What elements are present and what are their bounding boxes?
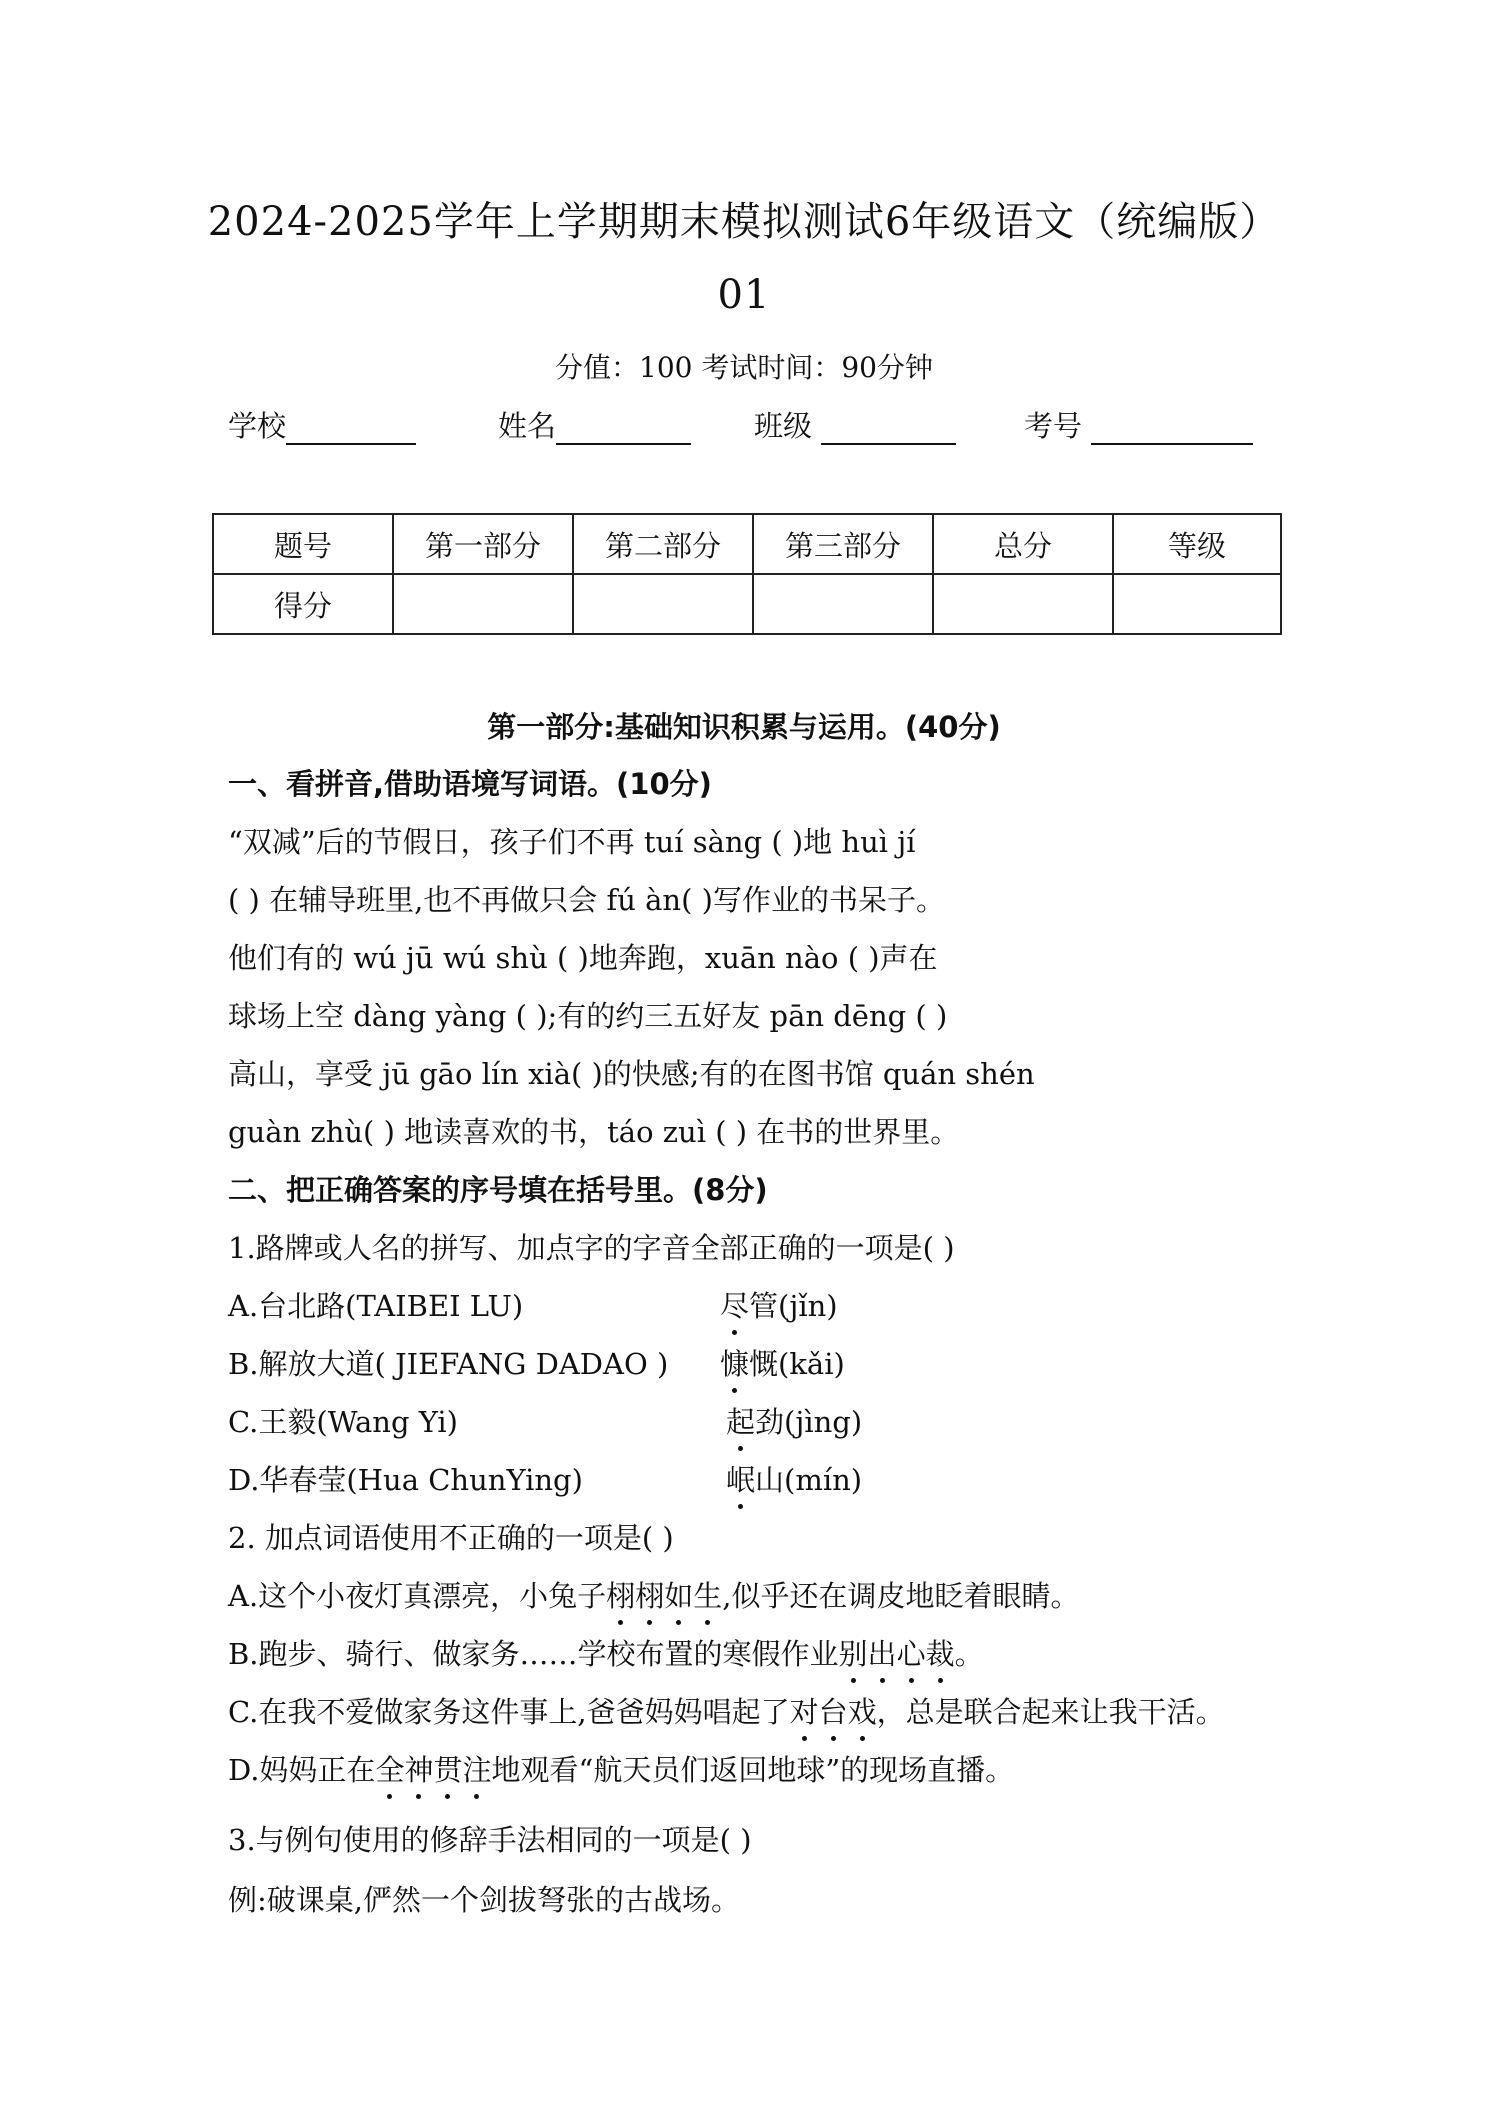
dotted-char: 起 xyxy=(726,1400,755,1441)
class-label: 班级 xyxy=(754,409,813,443)
section1-title: 一、看拼音,借助语境写词语。(10分) xyxy=(228,767,712,801)
score-header-cell: 题号 xyxy=(213,514,393,574)
exam-no-field xyxy=(1024,404,1253,445)
option-rest: 山(mín) xyxy=(755,1463,863,1497)
option-rest: 慨(kǎi) xyxy=(749,1347,845,1381)
exam-no-blank[interactable] xyxy=(1091,409,1253,445)
option-rest: 管(jǐn) xyxy=(749,1289,838,1323)
option-rest: 劲(jìng) xyxy=(755,1405,863,1439)
page-title: 2024-2025学年上学期期末模拟测试6年级语文（统编版） xyxy=(207,199,1281,245)
score-cell[interactable] xyxy=(753,574,933,634)
exam-no-label: 考号 xyxy=(1024,409,1083,443)
q1-option-a-word xyxy=(720,1284,838,1325)
pinyin-line: “双减”后的节假日，孩子们不再 tuí sàng ( )地 huì jí xyxy=(228,825,916,859)
option-text: D.妈妈正在 xyxy=(228,1753,376,1787)
score-table-score-row xyxy=(213,574,1281,634)
dotted-char: 如 xyxy=(664,1574,693,1615)
score-cell[interactable] xyxy=(1113,574,1281,634)
page-title-line2: 01 xyxy=(717,272,771,318)
score-header-cell: 第三部分 xyxy=(753,514,933,574)
score-time-info: 分值：100 考试时间：90分钟 xyxy=(555,351,933,384)
question-1-stem: 1.路牌或人名的拼写、加点字的字音全部正确的一项是( ) xyxy=(228,1231,955,1265)
pinyin-line: guàn zhù( ) 地读喜欢的书，táo zuì ( ) 在书的世界里。 xyxy=(228,1115,960,1149)
option-text: C.在我不爱做家务这件事上,爸爸妈妈唱起了 xyxy=(228,1695,790,1729)
score-row-label: 得分 xyxy=(213,574,393,634)
dotted-word xyxy=(606,1579,722,1613)
score-header-cell: 等级 xyxy=(1113,514,1281,574)
q1-option-b-word xyxy=(720,1342,845,1383)
school-label: 学校 xyxy=(228,409,287,443)
q1-option-d: D.华春莹(Hua ChunYing) xyxy=(228,1463,583,1497)
dotted-char: 尽 xyxy=(720,1284,749,1325)
school-blank[interactable] xyxy=(286,409,416,445)
option-text: ，总是联合起来让我干活。 xyxy=(876,1695,1225,1729)
q2-option-c xyxy=(228,1690,1225,1731)
dotted-char: 全 xyxy=(375,1748,404,1789)
score-cell[interactable] xyxy=(573,574,753,634)
dotted-char: 出 xyxy=(868,1632,897,1673)
dotted-char: 别 xyxy=(839,1632,868,1673)
q1-option-a: A.台北路(TAIBEI LU) xyxy=(228,1289,524,1323)
dotted-char: 裁 xyxy=(926,1632,955,1673)
q2-option-b xyxy=(228,1632,984,1673)
question-3-example: 例:破课桌,俨然一个剑拔弩张的古战场。 xyxy=(228,1883,740,1917)
dotted-char: 对 xyxy=(790,1690,819,1731)
dotted-word xyxy=(839,1637,955,1671)
option-text: B.跑步、骑行、做家务……学校布置的寒假作业 xyxy=(228,1637,839,1671)
name-blank[interactable] xyxy=(556,409,691,445)
dotted-char: 慷 xyxy=(720,1342,749,1383)
score-cell[interactable] xyxy=(393,574,573,634)
score-header-cell: 第二部分 xyxy=(573,514,753,574)
q2-option-a xyxy=(228,1574,1079,1615)
dotted-char: 戏 xyxy=(848,1690,877,1731)
score-table-header-row xyxy=(213,514,1281,574)
score-table xyxy=(212,513,1282,635)
dotted-char: 台 xyxy=(819,1690,848,1731)
q2-option-d xyxy=(228,1748,1014,1789)
dotted-char: 注 xyxy=(462,1748,491,1789)
pinyin-line: 高山，享受 jū gāo lín xià( )的快感;有的在图书馆 quán shén xyxy=(228,1057,1035,1091)
dotted-word xyxy=(790,1695,877,1729)
question-3-stem: 3.与例句使用的修辞手法相同的一项是( ) xyxy=(228,1823,752,1857)
q1-option-d-word xyxy=(726,1458,862,1499)
pinyin-line: 球场上空 dàng yàng ( );有的约三五好友 pān dēng ( ) xyxy=(228,999,948,1033)
dotted-char: 神 xyxy=(404,1748,433,1789)
q1-option-c-word xyxy=(726,1400,862,1441)
dotted-word xyxy=(375,1753,491,1787)
school-field xyxy=(228,404,416,445)
name-field xyxy=(498,404,691,445)
dotted-char: 贯 xyxy=(433,1748,462,1789)
option-text: A.这个小夜灯真漂亮，小兔子 xyxy=(228,1579,607,1613)
class-field xyxy=(754,404,956,445)
score-cell[interactable] xyxy=(933,574,1113,634)
question-2-stem: 2. 加点词语使用不正确的一项是( ) xyxy=(228,1521,674,1555)
option-text: ,似乎还在调皮地眨着眼睛。 xyxy=(722,1579,1080,1613)
q1-option-b: B.解放大道( JIEFANG DADAO ) xyxy=(228,1347,669,1381)
dotted-char: 栩 xyxy=(635,1574,664,1615)
name-label: 姓名 xyxy=(498,409,557,443)
class-blank[interactable] xyxy=(821,409,956,445)
pinyin-line: 他们有的 wú jū wú shù ( )地奔跑，xuān nào ( )声在 xyxy=(228,941,938,975)
part1-title: 第一部分:基础知识积累与运用。(40分) xyxy=(487,710,1001,744)
option-text: 。 xyxy=(954,1637,984,1671)
section2-title: 二、把正确答案的序号填在括号里。(8分) xyxy=(228,1173,768,1207)
dotted-char: 心 xyxy=(897,1632,926,1673)
q1-option-c: C.王毅(Wang Yi) xyxy=(228,1405,458,1439)
dotted-char: 栩 xyxy=(606,1574,635,1615)
score-header-cell: 第一部分 xyxy=(393,514,573,574)
pinyin-line: ( ) 在辅导班里,也不再做只会 fú àn( )写作业的书呆子。 xyxy=(228,883,945,917)
score-header-cell: 总分 xyxy=(933,514,1113,574)
option-text: 地观看“航天员们返回地球”的现场直播。 xyxy=(491,1753,1015,1787)
dotted-char: 生 xyxy=(693,1574,722,1615)
dotted-char: 岷 xyxy=(726,1458,755,1499)
